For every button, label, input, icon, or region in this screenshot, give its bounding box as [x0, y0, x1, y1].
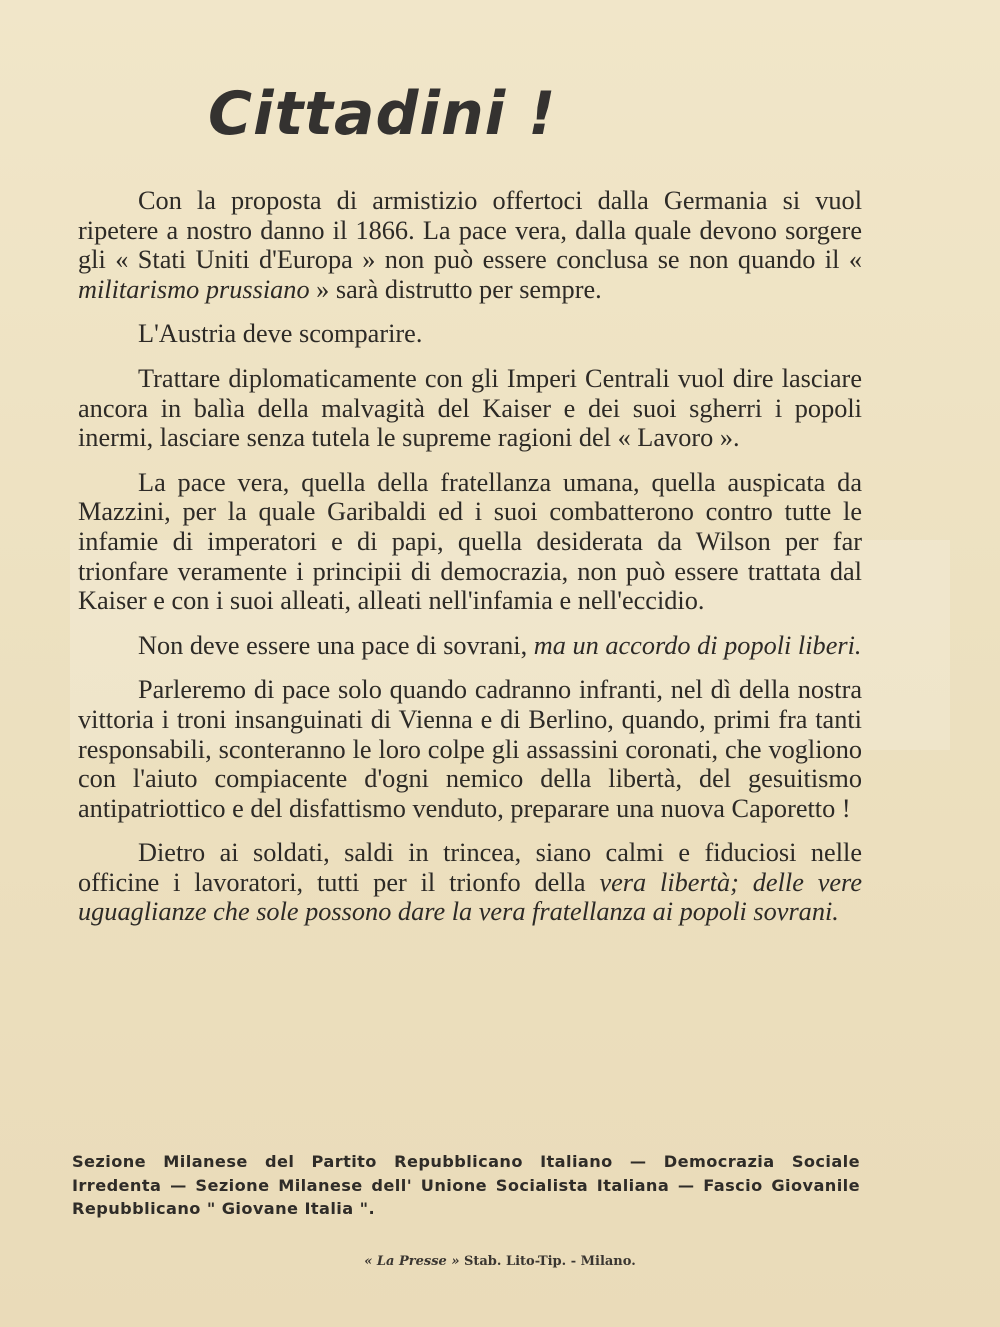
text-run: L'Austria deve scomparire. [138, 319, 423, 349]
paragraph [78, 838, 862, 927]
signatories: Sezione Milanese del Partito Repubblicano Italiano — Democrazia Sociale Irredenta — Sezione Milanese dell' Unione Socialista Italiana — Fascio Giovanile Repubblicano " Giovane Italia ". [72, 1152, 860, 1218]
leaflet-title: Cittadini ! [208, 79, 557, 149]
paragraph [78, 364, 862, 453]
paragraph [78, 186, 862, 304]
italic-text: militarismo prussiano [78, 274, 310, 304]
paragraph [78, 319, 862, 349]
italic-text: ma un accordo di popoli liberi. [533, 630, 862, 660]
text-run: Non deve essere una pace di sovrani, [138, 630, 534, 660]
paragraph [78, 631, 862, 661]
printer-line [0, 1254, 1000, 1269]
text-run: Trattare diplomaticamente con gli Imperi Centrali vuol dire lasciare ancora in balìa della malvagità del Kaiser e dei suoi sgherri i popoli inermi, lasciare senza tutela le supreme ragioni del « Lavoro ». [78, 363, 862, 453]
leaflet-body [78, 186, 862, 927]
paragraph [78, 675, 862, 823]
text-run: Con la proposta di armistizio offertoci dalla Germania si vuol ripetere a nostro danno il 1866. La pace vera, dalla quale devono sorgere gli « Stati Uniti d'Europa » non può essere conclusa se non quando il « [78, 186, 862, 275]
text-run: » sarà distrutto per sempre. [309, 274, 602, 304]
printer-rest: Stab. Lito-Tip. - Milano. [463, 1254, 636, 1269]
text-run: Dietro ai soldati, saldi in trincea, siano calmi e fiduciosi nelle officine i lavoratori, tutti per il trionfo della [78, 838, 862, 897]
paragraph [78, 468, 862, 616]
text-run: Parleremo di pace solo quando cadranno infranti, nel dì della nostra vittoria i troni insanguinati di Vienna e di Berlino, quando, primi fra tanti responsabili, sconteranno le loro colpe gli assassini coronati, che vogliono con l'aiuto compiacente d'ogni nemico della libertà, del gesuitismo antipatriottico e del disfattismo venduto, preparare una nuova Caporetto ! [78, 675, 862, 823]
text-run: La pace vera, quella della fratellanza umana, quella auspicata da Mazzini, per la quale Garibaldi ed i suoi combatterono contro tutte le infamie di imperatori e di papi, quella desiderata da Wilson per far trionfare veramente i principii di democrazia, non può essere trattata dal Kaiser e con i suoi alleati, alleati nell'infamia e nell'eccidio. [78, 467, 862, 616]
printer-name: « La Presse » [364, 1254, 460, 1269]
italic-text: vera libertà; delle vere uguaglianze che sole possono dare la vera fratellanza ai popoli sovrani. [78, 867, 862, 927]
